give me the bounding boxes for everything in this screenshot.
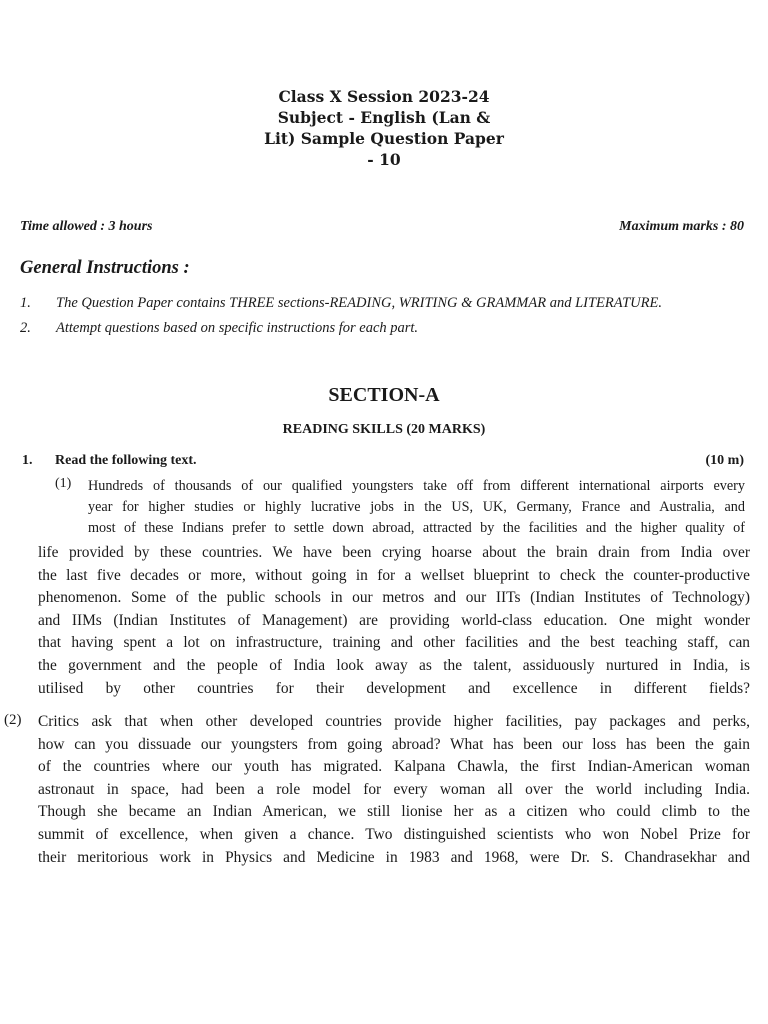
passage-line: that having spent a lot on infrastructure, training and other facilities and the best teaching staff, can — [38, 634, 750, 652]
title-line: - 10 — [367, 150, 401, 169]
instruction-text: The Question Paper contains THREE sections-READING, WRITING & GRAMMAR and LITERATURE. — [56, 295, 662, 311]
title-line: Subject - English (Lan & — [277, 108, 491, 127]
section-title: SECTION-A — [328, 384, 440, 406]
paragraph-1-continued — [38, 542, 750, 700]
paper-title — [0, 86, 768, 170]
passage-line: Hundreds of thousands of our qualified youngsters take off from different international airports every — [88, 478, 745, 494]
general-instructions-heading: General Instructions : — [20, 258, 190, 278]
passage-line: summit of excellence, when given a chance. Two distinguished scientists who won Nobel Prize for — [38, 825, 750, 843]
question-number: 1. — [22, 453, 33, 468]
passage-line: the last five decades or more, without going in for a wellset blueprint to check the counter-productive — [38, 566, 750, 584]
paragraph-2 — [38, 711, 750, 869]
passage-line: most of these Indians prefer to settle down abroad, attracted by the facilities and the higher quality of — [88, 520, 745, 536]
question-prompt: Read the following text. — [55, 453, 197, 468]
paragraph-label: (2) — [4, 712, 22, 728]
passage-line: year for higher studies or highly lucrative jobs in the US, UK, Germany, France and Australia, and — [88, 499, 745, 515]
paragraph-label: (1) — [55, 476, 72, 491]
question-marks: (10 m) — [705, 453, 744, 468]
passage-line: Critics ask that when other developed countries provide higher facilities, pay packages and perks, — [38, 713, 750, 730]
paragraph-1-indented — [88, 476, 745, 539]
passage-line: of the countries where our youth has migrated. Kalpana Chawla, the first Indian-American woman — [38, 758, 750, 776]
passage-line: utilised by other countries for their development and excellence in different fields? — [38, 679, 750, 697]
instruction-number: 2. — [20, 320, 31, 336]
title-line: Class X Session 2023-24 — [278, 87, 490, 106]
passage-line: phenomenon. Some of the public schools in our metros and our IITs (Indian Institutes of Technology) — [38, 589, 750, 607]
instruction-item — [20, 320, 418, 337]
passage-line: astronaut in space, had been a role model for every woman all over the world including India. — [38, 780, 750, 798]
time-allowed: Time allowed : 3 hours — [20, 219, 153, 234]
passage-line: the government and the people of India look away as the talent, assiduously nurtured in India, is — [38, 656, 750, 674]
passage-line: Though she became an Indian American, we still lionise her as a citizen who could climb to the — [38, 803, 750, 821]
instruction-item — [20, 295, 662, 312]
section-subtitle: READING SKILLS (20 MARKS) — [282, 422, 486, 437]
passage-line: life provided by these countries. We have been crying hoarse about the brain drain from India over — [38, 544, 750, 561]
passage-line: their meritorious work in Physics and Medicine in 1983 and 1968, were Dr. S. Chandrasekhar and — [38, 848, 750, 866]
title-line: Lit) Sample Question Paper — [264, 129, 504, 148]
passage-line: and IIMs (Indian Institutes of Management) are providing world-class education. One might wonder — [38, 611, 750, 629]
instruction-text: Attempt questions based on specific instructions for each part. — [56, 320, 419, 336]
passage-line: how can you dissuade our youngsters from going abroad? What has been our loss has been the gain — [38, 735, 750, 753]
maximum-marks: Maximum marks : 80 — [619, 219, 744, 234]
instruction-number: 1. — [20, 295, 31, 311]
